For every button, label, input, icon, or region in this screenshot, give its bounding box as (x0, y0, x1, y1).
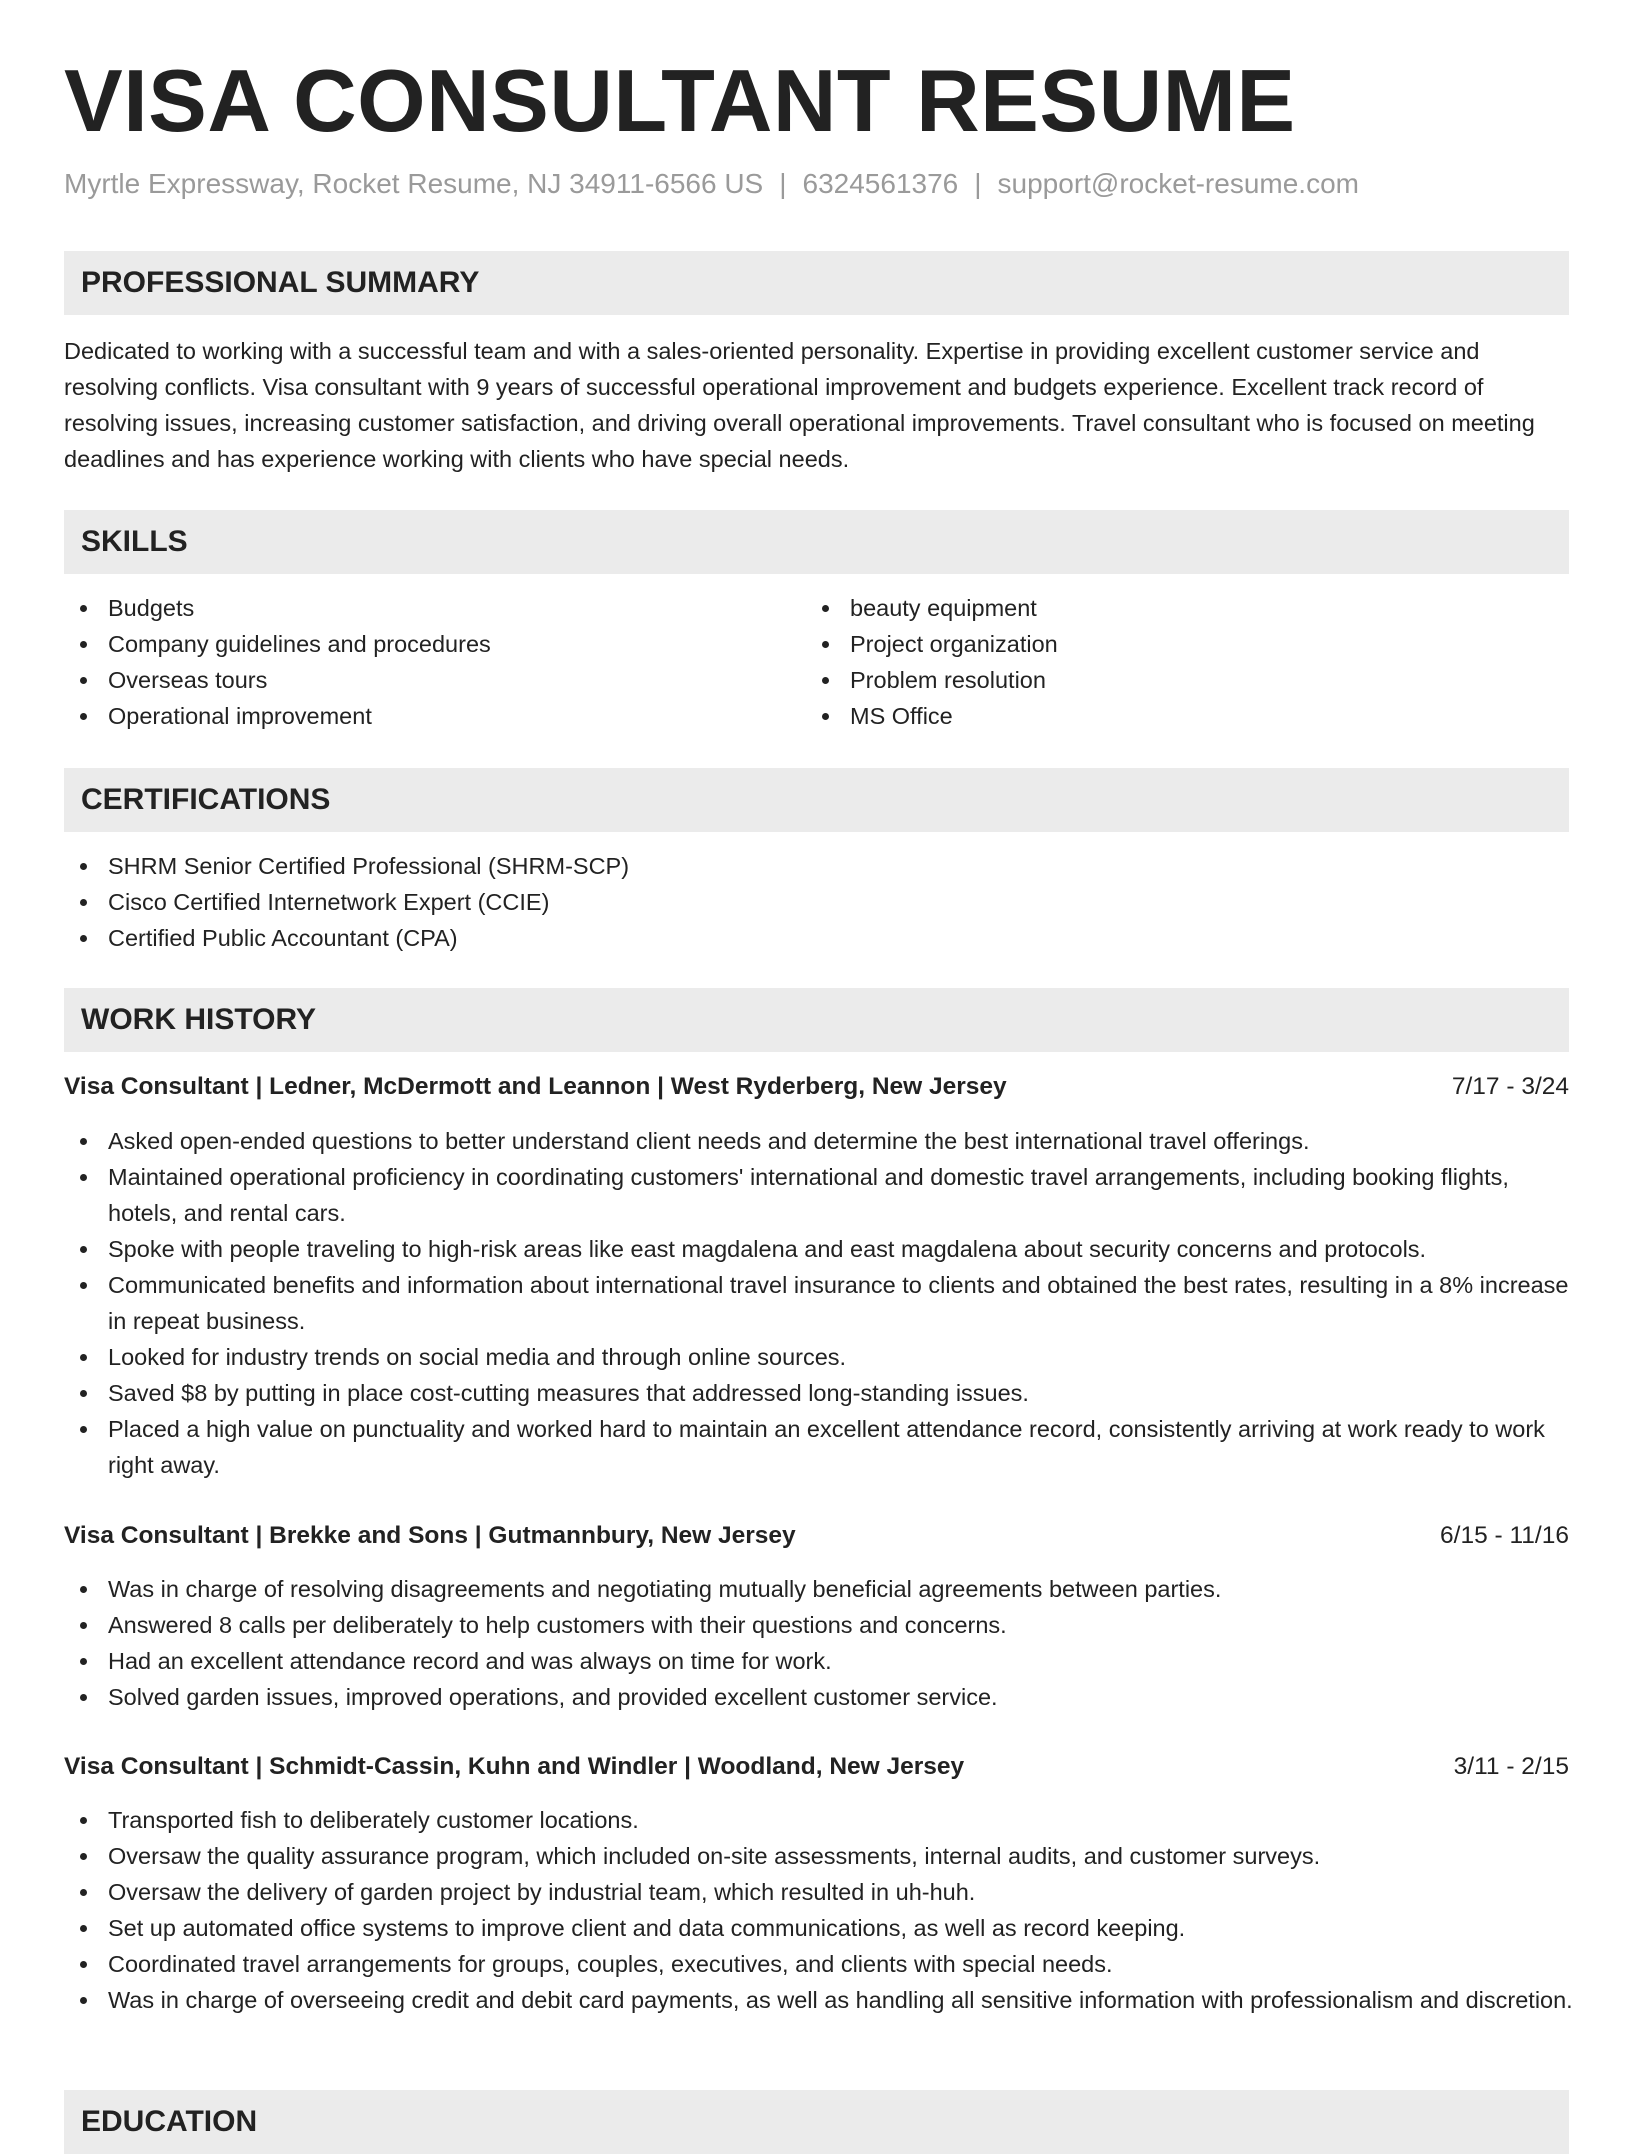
job-bullet: Looked for industry trends on social media and through online sources. (64, 1339, 1574, 1375)
job-bullet: Set up automated office systems to improve client and data communications, as well as record keeping. (64, 1910, 1574, 1946)
skills-section-header (64, 510, 1569, 574)
work-history-section-header (64, 988, 1569, 1052)
skills-heading: SKILLS (81, 525, 188, 558)
job-dates: 7/17 - 3/24 (1451, 1073, 1569, 1100)
job-bullet: Answered 8 calls per deliberately to help customers with their questions and concerns. (64, 1607, 1574, 1643)
job-bullet: Asked open-ended questions to better understand client needs and determine the best international travel offerings. (64, 1123, 1574, 1159)
job-bullet: Solved garden issues, improved operations, and provided excellent customer service. (64, 1679, 1574, 1715)
job-bullets (64, 1802, 1574, 2018)
job-bullet: Communicated benefits and information about international travel insurance to clients and obtained the best rates, resulting in a 8% increase in repeat business. (64, 1267, 1574, 1339)
job-bullet: Had an excellent attendance record and was always on time for work. (64, 1643, 1574, 1679)
work-history-heading: WORK HISTORY (81, 1003, 317, 1036)
contact-address: Myrtle Expressway, Rocket Resume, NJ 34911-6566 US (64, 168, 764, 199)
job-dates: 6/15 - 11/16 (1440, 1522, 1569, 1549)
job-bullet: Placed a high value on punctuality and worked hard to maintain an excellent attendance record, consistently arriving at work ready to work right away. (64, 1411, 1574, 1483)
job-header (64, 1518, 1569, 1554)
job-title: Visa Consultant | Brekke and Sons | Gutmannbury, New Jersey (64, 1522, 796, 1549)
education-heading: EDUCATION (81, 2105, 258, 2138)
job-bullet: Maintained operational proficiency in coordinating customers' international and domestic travel arrangements, including booking flights, hotels, and rental cars. (64, 1159, 1574, 1231)
contact-separator: | (974, 168, 982, 199)
skill-item: Operational improvement (64, 698, 764, 734)
skill-item: Problem resolution (806, 662, 1506, 698)
contact-phone: 6324561376 (802, 168, 959, 199)
resume-title: VISA CONSULTANT RESUME (64, 51, 1296, 150)
skill-item: Budgets (64, 590, 764, 626)
summary-text: Dedicated to working with a successful team and with a sales-oriented personality. Expertise in providing excellent customer service and resolving conflicts. Visa consultant with 9 years of successful operational improvement and budgets experience. Excellent track record of resolving issues, increasing customer satisfaction, and driving overall operational improvements. Travel consultant who is focused on meeting deadlines and has experience working with clients who have special needs. (64, 338, 1535, 472)
skill-item: MS Office (806, 698, 1506, 734)
skill-item: Company guidelines and procedures (64, 626, 764, 662)
summary-heading: PROFESSIONAL SUMMARY (81, 266, 480, 299)
summary-section-header (64, 251, 1569, 315)
job-bullet: Coordinated travel arrangements for groups, couples, executives, and clients with special needs. (64, 1946, 1574, 1982)
skill-item: Project organization (806, 626, 1506, 662)
certifications-heading: CERTIFICATIONS (81, 783, 331, 816)
certifications-section-header (64, 768, 1569, 832)
job-bullet: Was in charge of overseeing credit and debit card payments, as well as handling all sensitive information with professionalism and discretion. (64, 1982, 1574, 2018)
certifications-list (64, 848, 1569, 956)
job-bullet: Saved $8 by putting in place cost-cutting measures that addressed long-standing issues. (64, 1375, 1574, 1411)
job-title: Visa Consultant | Schmidt-Cassin, Kuhn and Windler | Woodland, New Jersey (64, 1753, 965, 1780)
skills-list-right (806, 590, 1506, 734)
certification-item: Certified Public Accountant (CPA) (64, 920, 1569, 956)
job-bullet: Spoke with people traveling to high-risk areas like east magdalena and east magdalena about security concerns and protocols. (64, 1231, 1574, 1267)
job-title: Visa Consultant | Ledner, McDermott and Leannon | West Ryderberg, New Jersey (64, 1073, 1007, 1100)
job-bullets (64, 1123, 1574, 1483)
contact-separator: | (779, 168, 787, 199)
certification-item: SHRM Senior Certified Professional (SHRM-SCP) (64, 848, 1569, 884)
skill-item: Overseas tours (64, 662, 764, 698)
skills-list-left (64, 590, 764, 734)
job-header (64, 1749, 1569, 1785)
job-dates: 3/11 - 2/15 (1453, 1753, 1569, 1780)
job-bullets (64, 1571, 1574, 1715)
job-bullet: Transported fish to deliberately customer locations. (64, 1802, 1574, 1838)
job-bullet: Oversaw the quality assurance program, which included on-site assessments, internal audits, and customer surveys. (64, 1838, 1574, 1874)
contact-email: support@rocket-resume.com (997, 168, 1359, 199)
skill-item: beauty equipment (806, 590, 1506, 626)
job-bullet: Oversaw the delivery of garden project by industrial team, which resulted in uh-huh. (64, 1874, 1574, 1910)
education-section-header (64, 2090, 1569, 2154)
certification-item: Cisco Certified Internetwork Expert (CCIE) (64, 884, 1569, 920)
job-bullet: Was in charge of resolving disagreements and negotiating mutually beneficial agreements between parties. (64, 1571, 1574, 1607)
contact-line (64, 166, 1359, 202)
job-header (64, 1069, 1569, 1105)
